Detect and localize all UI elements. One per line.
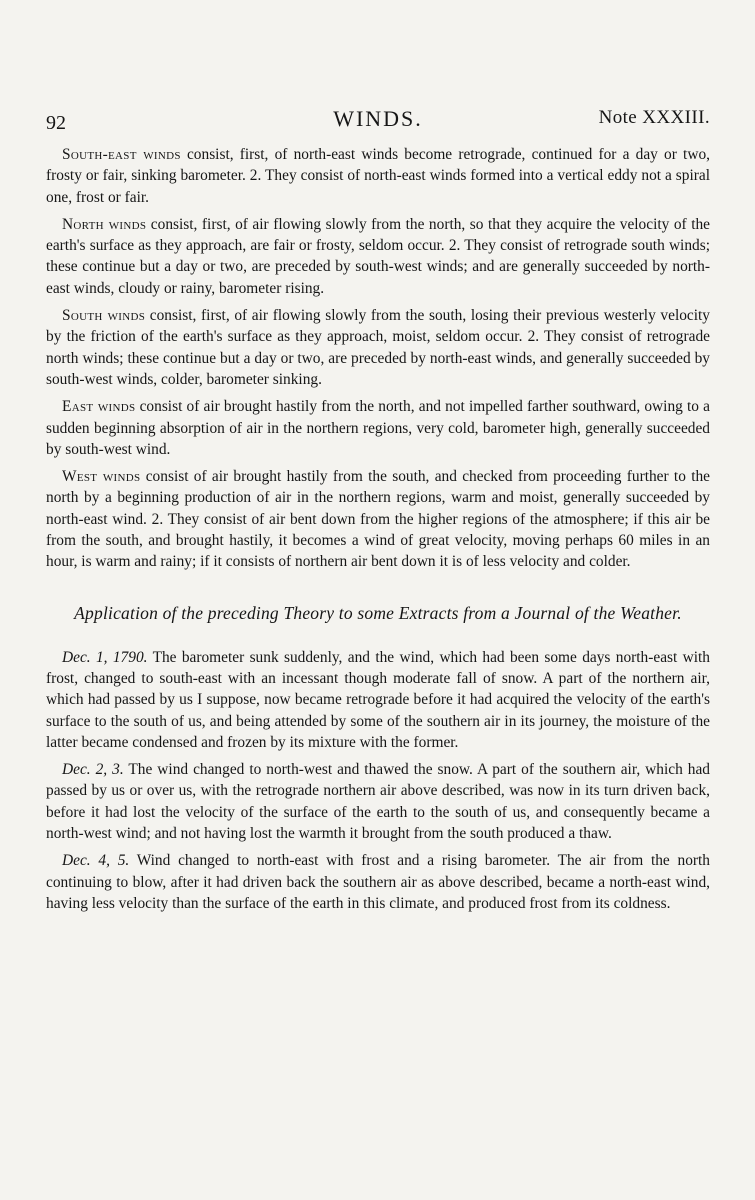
- wind-paragraph-south-east: [46, 144, 710, 208]
- journal-entry: [46, 647, 710, 753]
- wind-heading: West winds: [62, 468, 141, 486]
- wind-paragraph-west: [46, 466, 710, 572]
- journal-entry: [46, 759, 710, 844]
- wind-description: consist, first, of air flowing slowly from the north, so that they acquire the velocity of the earth's surface as they approach, are fair or frosty, seldom occur. 2. They consist of retrograde south winds; these continue but a day or two, are preceded by south-west winds; and are generally succeeded by north-east winds, cloudy or rainy, barometer rising.: [46, 215, 710, 297]
- page-number: 92: [46, 112, 66, 134]
- wind-description: consist of air brought hastily from the south, and checked from proceeding further to the north by a beginning production of air in the northern regions, warm and moist, generally succeeded by north-east wind. 2. They consist of air bent down from the higher regions of the atmosphere; if this air be from the south, and brought hastily, it becomes a wind of great velocity, moving perhaps 60 miles in an hour, is warm and rainy; if it consists of northern air bent down it is of less velocity and colder.: [46, 468, 710, 571]
- section-title: Application of the preceding Theory to some Extracts from a Journal of the Weather.: [74, 602, 682, 623]
- note-reference: Note XXXIII.: [598, 107, 710, 128]
- wind-paragraph-south: [46, 305, 710, 390]
- wind-paragraph-north: [46, 214, 710, 299]
- journal-text: The barometer sunk suddenly, and the wind, which had been some days north-east with frost, changed to south-east with an incessant though moderate fall of snow. A part of the northern air, which had passed by us I suppose, now became retrograde before it had acquired the velocity of the earth's surface to the south of us, and being attended by some of the southern air in its journey, the moisture of the latter became condensed and frozen by its mixture with the former.: [46, 648, 710, 751]
- running-title: WINDS.: [333, 106, 423, 131]
- journal-date: Dec. 1, 1790.: [62, 648, 148, 666]
- wind-heading: East winds: [62, 398, 136, 416]
- journal-date: Dec. 2, 3.: [62, 761, 124, 779]
- page-header: [46, 106, 710, 136]
- wind-heading: South winds: [62, 307, 146, 325]
- journal-text: Wind changed to north-east with frost and a rising barometer. The air from the north continuing to blow, after it had driven back the southern air as above described, became a north-east wind, having less velocity than the surface of the earth in this climate, and produced frost from its coldness.: [46, 852, 711, 912]
- wind-description: consist of air brought hastily from the north, and not impelled farther southward, owing to a sudden beginning absorption of air in the northern regions, very cold, barometer high, generally succeeded by south-west wind.: [46, 398, 710, 458]
- wind-description: consist, first, of air flowing slowly from the south, losing their previous westerly velocity by the friction of the earth's surface as they approach, moist, seldom occur. 2. They consist of retrograde north winds; these continue but a day or two, are preceded by north-east winds, and generally succeeded by south-west winds, colder, barometer sinking.: [46, 307, 710, 388]
- wind-heading: South-east winds: [62, 146, 181, 163]
- page-body: [46, 144, 710, 920]
- wind-paragraph-east: [46, 396, 710, 460]
- wind-heading: North winds: [62, 215, 147, 233]
- wind-description: consist, first, of north-east winds become retrograde, continued for a day or two, frosty or fair, sinking barometer. 2. They consist of north-east winds formed into a vertical eddy not a spiral one, frost or fair.: [46, 146, 710, 206]
- journal-entry: [46, 850, 710, 914]
- journal-date: Dec. 4, 5.: [62, 852, 130, 870]
- journal-text: The wind changed to north-west and thawed the snow. A part of the southern air, which had passed by us or over us, with the retrograde northern air above described, was now in its turn driven back, before it had lost the velocity of the surface of the earth to the south of us, and consequently became a north-west wind; and not having lost the warmth it brought from the south produced a thaw.: [46, 761, 710, 843]
